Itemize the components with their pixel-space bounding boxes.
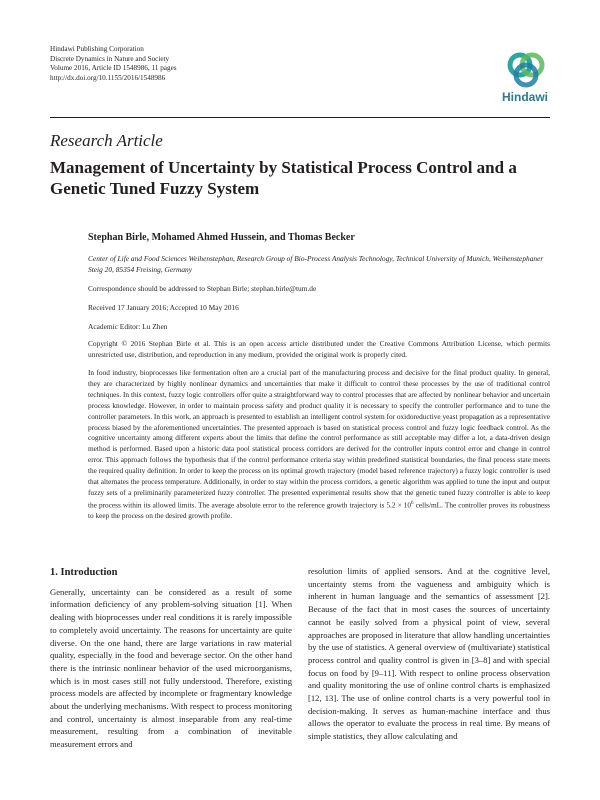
author-list: Stephan Birle, Mohamed Ahmed Hussein, and Thomas Becker xyxy=(88,232,355,243)
article-title: Management of Uncertainty by Statistical Process Control and a Genetic Tuned Fuzzy System xyxy=(50,158,517,198)
abstract-text: In food industry, bioprocesses like fermentation often are a crucial part of the manufacturing process and decisive for the final product quality. In general, they are characterized by highly nonlinear dynamics and uncertainties that make it difficult to control these processes by the use of traditional control techniques. In this context, fuzzy logic controllers offer quite a straightforward way to control processes that are affected by nonlinear behavior and uncertain process knowledge. However, in order to maintain process safety and product quality it is necessary to specify the controller performance and to tune the controller parameters. In this work, an approach is presented to establish an intelligent control system for oxidoreductive yeast propagation as a representative process biased by the aforementioned uncertainties. The presented approach is based on statistical process control and fuzzy logic feedback control. As the cognitive uncertainty among different experts about the limits that define the control performance as still acceptable may differ a lot, a data-driven design method is performed. Based upon a historic data pool statistical process corridors are derived for the controller inputs control error and change in control error. This approach follows the hypothesis that if the control performance criteria stay within predefined statistical boundaries, the final process state meets the required quality definition. In order to keep the process on its optimal growth trajectory (model based reference trajectory) a fuzzy logic controller is used that alternates the process temperature. Additionally, in order to stay within the process corridors, a genetic algorithm was applied to tune the input and output fuzzy sets of a preliminarily parameterized fuzzy controller. The presented experimental results show that the genetic tuned fuzzy controller is able to keep the process within its allowed limits. The average absolute error to the reference growth trajectory is 5.2 × 10 xyxy=(88,368,550,510)
header-rule xyxy=(50,117,550,118)
intro-left-text: Generally, uncertainty can be considered as a result of some information deficiency of any problem-solving situation [1]. When dealing with bioprocesses under real conditions it is rarely impossible to completely avoid uncertainty. The reasons for uncertainty are quite diverse. On the one hand, there are large variations in raw material quality, especially in the food and beverage sector. On the other hand there is the intrinsic nonlinear behavior of the used microorganisms, which is in most cases still not fully understood. Therefore, existing process models are affected by incomplete or fragmentary knowledge about the underlying mechanisms. With respect to process monitoring and control, uncertainty is almost inseparable from any real-time measurement, resulting from a combination of inevitable measurement errors and xyxy=(50,586,292,750)
abstract-exponent: 6 xyxy=(411,500,414,506)
affiliation: Center of Life and Food Sciences Weihenstephan, Research Group of Bio-Process Analysis Technology, Technical University of Munich, Weihenstephaner Steig 20, 85354 Freising, Germany xyxy=(88,254,544,274)
publisher: Hindawi Publishing Corporation xyxy=(50,45,144,53)
academic-editor: Academic Editor: Lu Zhen xyxy=(88,322,168,331)
intro-right-text: resolution limits of applied sensors. And at the cognitive level, uncertainty stems from the vagueness and ambiguity which is inherent in human language and the semantics of assessment [2]. Because of the fact that in most cases the sources of uncertainty cannot be easily solved from a physical point of view, several approaches are proposed in literature that allow handling uncertainties by the use of statistics. A general overview of (multivariate) statistical process control and quality control is given in [3–8] and with special focus on food by [9–11]. With respect to online process observation and quality monitoring the use of online control charts is emphasized [12, 13]. The use of online control charts is a very powerful tool in decision-making. It serves as human-machine interface and thus allows the operator to evaluate the process in real time. By means of simple statistics, they allow calculating and xyxy=(308,566,550,742)
intro-right-column xyxy=(308,565,550,743)
volume-info: Volume 2016, Article ID 1548986, 11 pages xyxy=(50,64,177,73)
section-heading: 1. Introduction xyxy=(50,567,118,578)
correspondence: Correspondence should be addressed to Stephan Birle; stephan.birle@tum.de xyxy=(88,284,317,293)
article-type: Research Article xyxy=(50,131,163,150)
hindawi-logo-text: Hindawi xyxy=(501,90,548,104)
journal-name: Discrete Dynamics in Nature and Society xyxy=(50,54,170,63)
doi-link[interactable]: http://dx.doi.org/10.1155/2016/1548986 xyxy=(50,73,166,82)
abstract-tail: cells/mL. The controller proves its robustness to keep the process on the desired growth profile. xyxy=(88,500,550,521)
intro-left-column xyxy=(50,567,292,751)
copyright-notice: Copyright © 2016 Stephan Birle et al. This is an open access article distributed under the Creative Commons Attribution License, which permits unrestricted use, distribution, and reproduction in any medium, provided the original work is properly cited. xyxy=(88,339,550,359)
journal-header xyxy=(50,45,177,83)
abstract xyxy=(88,368,550,522)
dates: Received 17 January 2016; Accepted 10 May 2016 xyxy=(88,303,239,312)
